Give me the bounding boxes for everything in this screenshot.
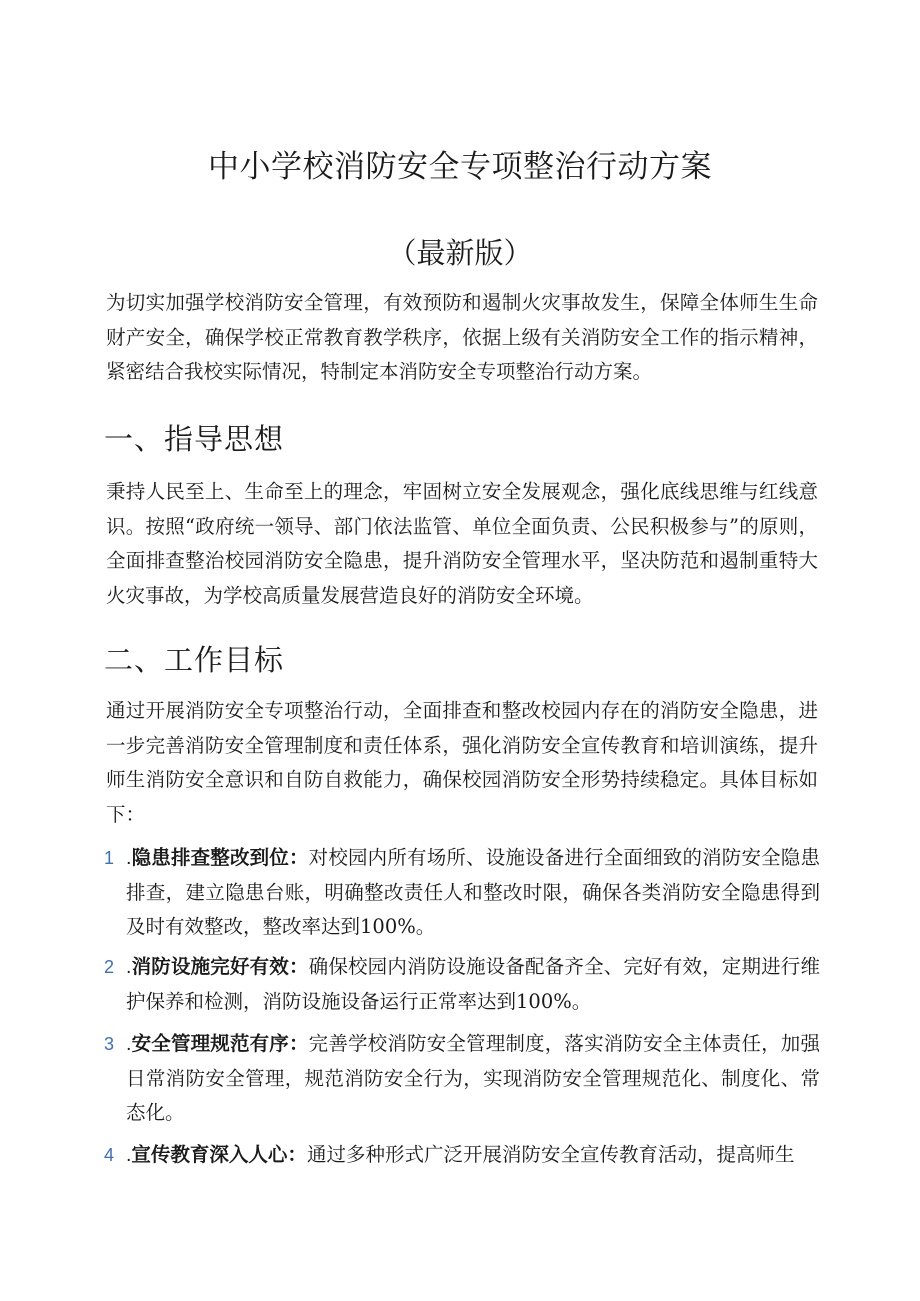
- list-item-text: 确保校园内消防设施设备配备齐全、完好有效，定期进行维护保养和检测，消防设施设备运行正常率达到100%。: [126, 955, 820, 1013]
- list-item-body: .宣传教育深入人心：通过多种形式广泛开展消防安全宣传教育活动，提高师生: [126, 1143, 795, 1166]
- section-heading-guiding-ideology: 一、指导思想: [104, 422, 285, 456]
- list-item-lead: 安全管理规范有序：: [131, 1032, 309, 1055]
- list-item: [104, 950, 820, 1019]
- list-item-number: 2: [104, 957, 115, 977]
- intro-paragraph: 为切实加强学校消防安全管理，有效预防和遏制火灾事故发生，保障全体师生生命财产安全，确保学校正常教育教学秩序，依据上级有关消防安全工作的指示精神，紧密结合我校实际情况，特制定本消防安全专项整治行动方案。: [106, 291, 818, 383]
- list-item-body: .隐患排查整改到位：对校园内所有场所、设施设备进行全面细致的消防安全隐患排查，建立隐患台账，明确整改责任人和整改时限，确保各类消防安全隐患得到及时有效整改，整改率达到100%。: [126, 846, 820, 938]
- list-item-body: .消防设施完好有效：确保校园内消防设施设备配备齐全、完好有效，定期进行维护保养和检测，消防设施设备运行正常率达到100%。: [126, 955, 820, 1013]
- list-item: [104, 1027, 820, 1131]
- section-heading-work-goals: 二、工作目标: [104, 643, 285, 677]
- section-body-work-goals: 通过开展消防安全专项整治行动，全面排查和整改校园内存在的消防安全隐患，进一步完善消防安全管理制度和责任体系，强化消防安全宣传教育和培训演练，提升师生消防安全意识和自防自救能力，确保校园消防安全形势持续稳定。具体目标如下：: [106, 699, 818, 826]
- section-body-guiding-ideology: 秉持人民至上、生命至上的理念，牢固树立安全发展观念，强化底线思维与红线意识。按照“政府统一领导、部门依法监管、单位全面负责、公民积极参与”的原则，全面排查整治校园消防安全隐患，提升消防安全管理水平，坚决防范和遏制重特大火灾事故，为学校高质量发展营造良好的消防安全环境。: [106, 480, 818, 607]
- list-item: [104, 841, 820, 945]
- list-item-lead: 宣传教育深入人心：: [131, 1143, 307, 1166]
- list-item-text: 完善学校消防安全管理制度，落实消防安全主体责任，加强日常消防安全管理，规范消防安全行为，实现消防安全管理规范化、制度化、常态化。: [126, 1032, 820, 1124]
- document-subtitle: （最新版）: [387, 236, 533, 270]
- list-item-text: 对校园内所有场所、设施设备进行全面细致的消防安全隐患排查，建立隐患台账，明确整改责任人和整改时限，确保各类消防安全隐患得到及时有效整改，整改率达到100%。: [126, 846, 820, 938]
- list-item-body: .安全管理规范有序：完善学校消防安全管理制度，落实消防安全主体责任，加强日常消防安全管理，规范消防安全行为，实现消防安全管理规范化、制度化、常态化。: [126, 1032, 820, 1124]
- list-item-lead: 消防设施完好有效：: [131, 955, 309, 978]
- list-item: [104, 1138, 820, 1173]
- list-item-lead: 隐患排查整改到位：: [131, 846, 309, 869]
- list-item-number: 4: [104, 1145, 115, 1165]
- list-item-number: 3: [104, 1034, 115, 1054]
- list-item-number: 1: [104, 848, 115, 868]
- list-item-text: 通过多种形式广泛开展消防安全宣传教育活动，提高师生: [306, 1143, 795, 1166]
- document-title: 中小学校消防安全专项整治行动方案: [208, 149, 712, 185]
